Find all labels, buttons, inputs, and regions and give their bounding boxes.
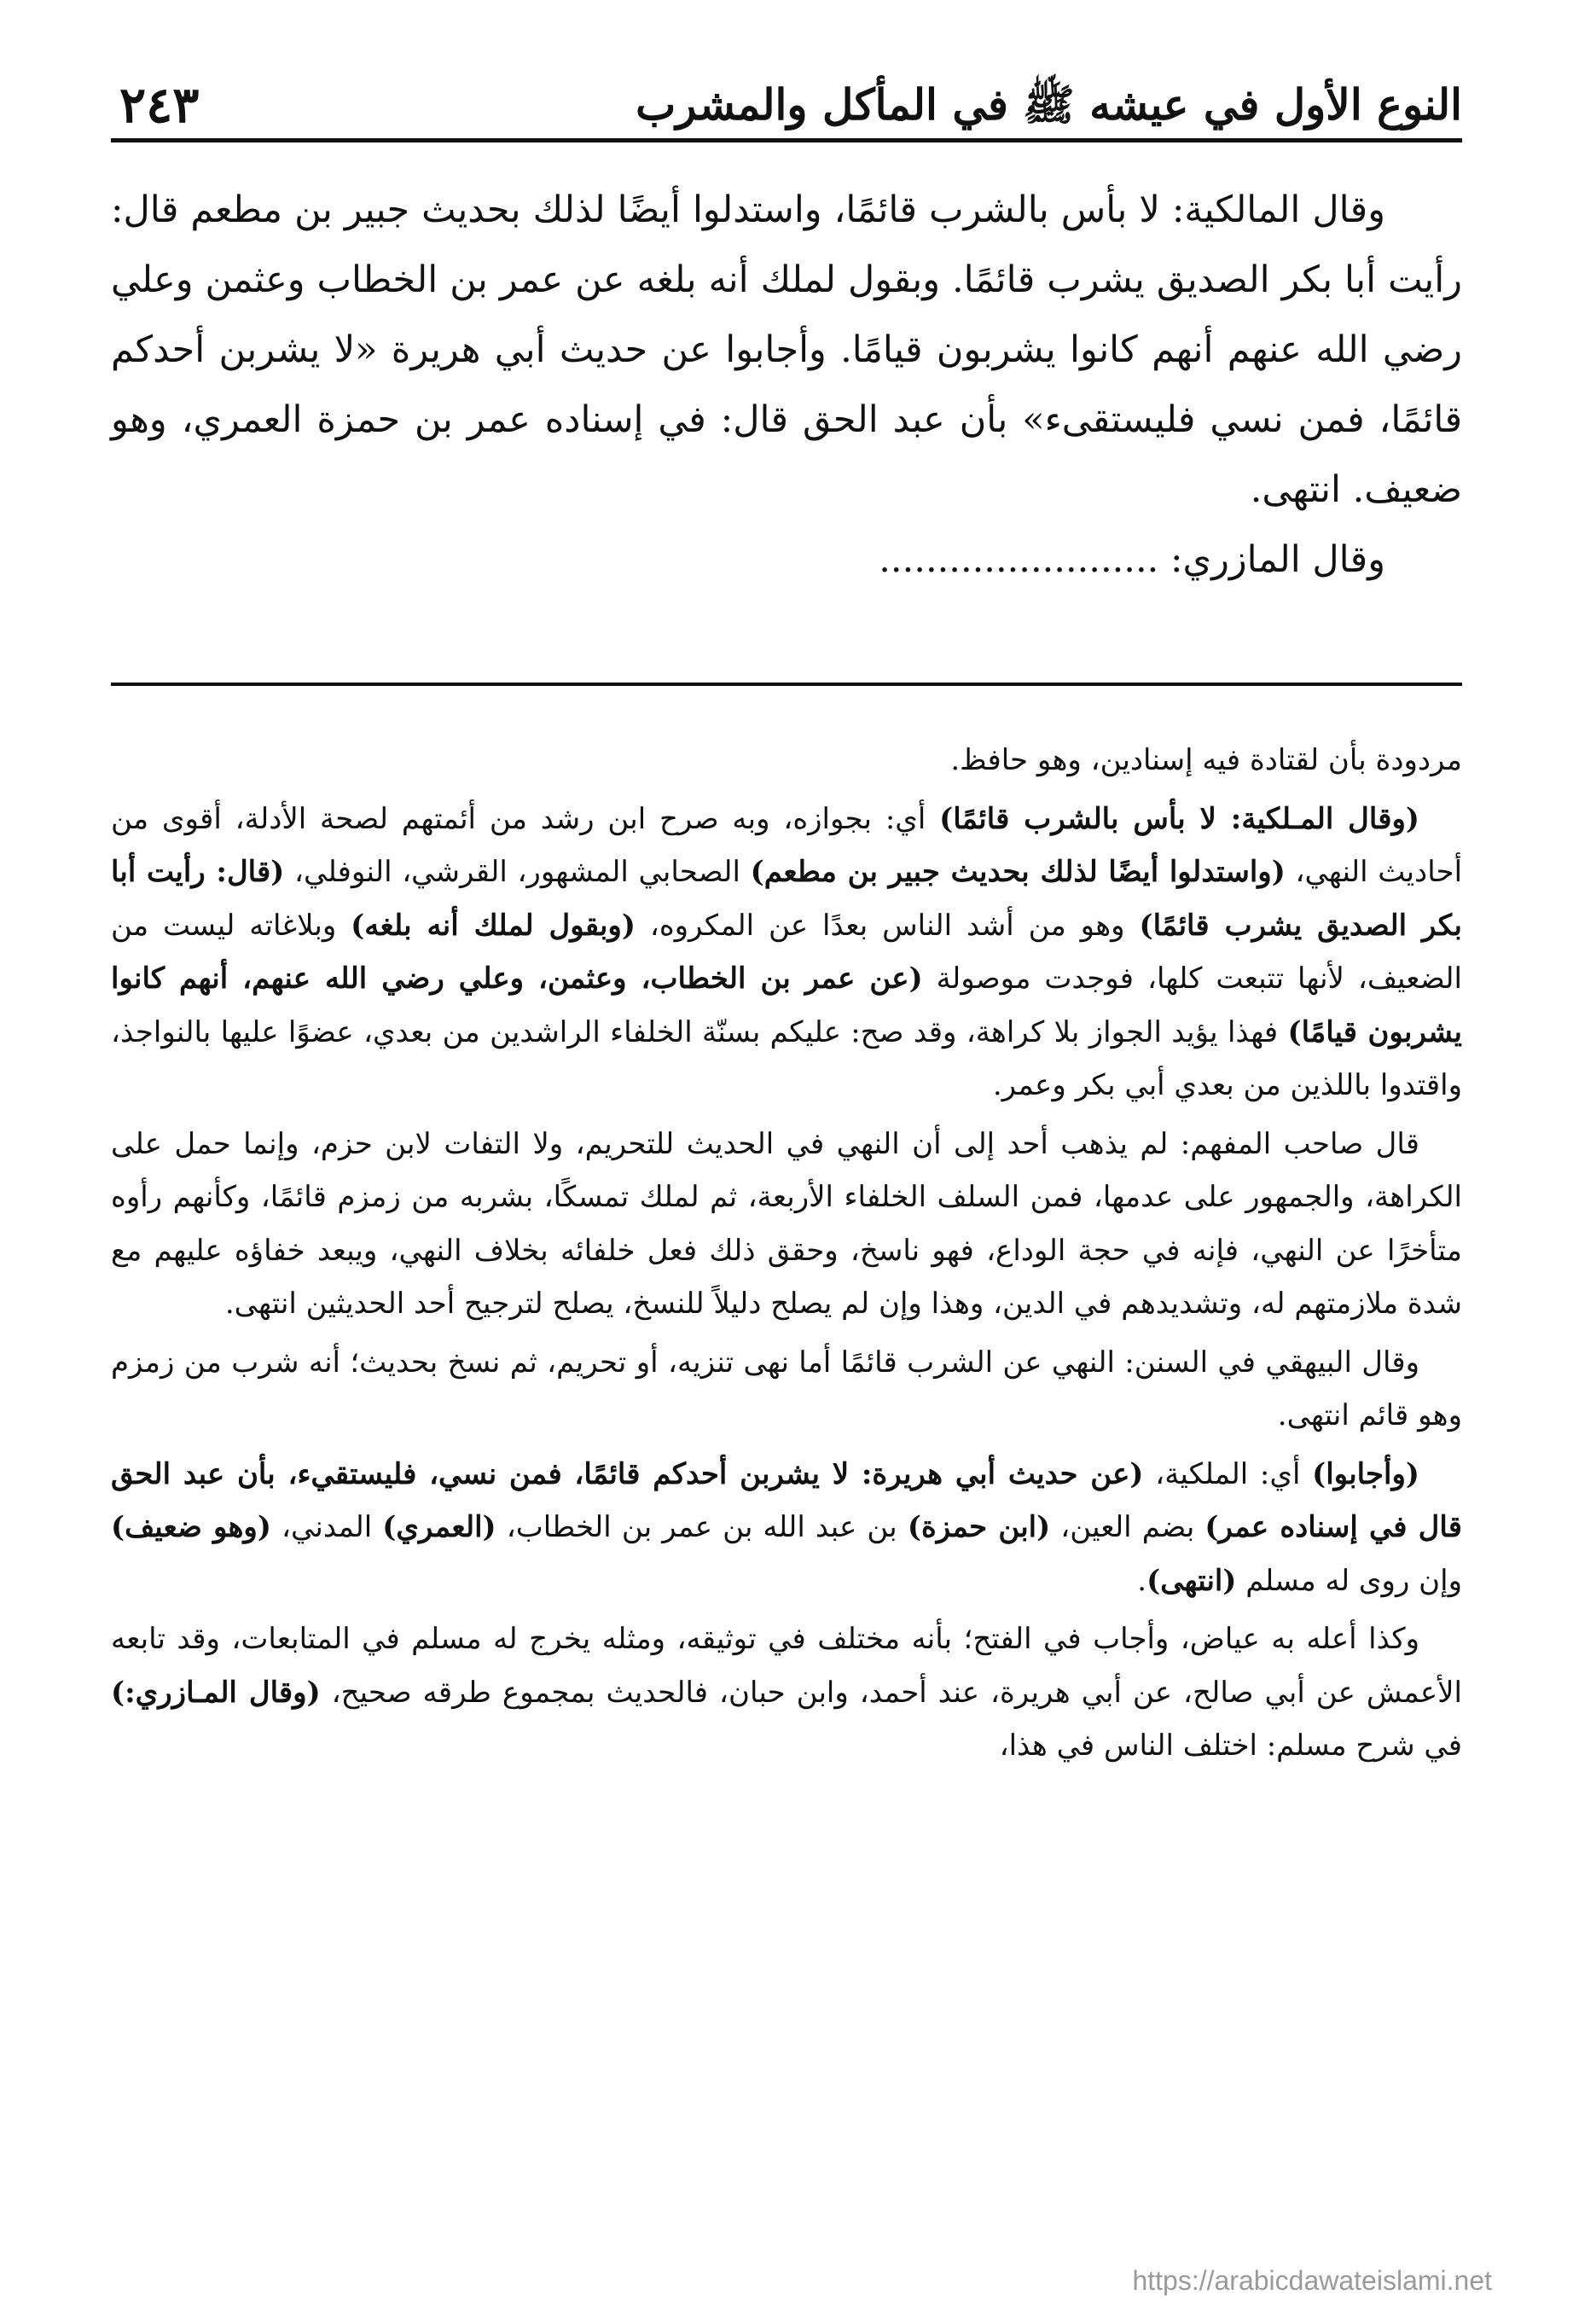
plain-text: في شرح مسلم: اختلف الناس في هذا،: [999, 1728, 1462, 1763]
quoted-matn: (وقال المـلكية: لا بأس بالشرب قائمًا): [939, 801, 1419, 836]
quoted-matn: (وهو ضعيف): [111, 1510, 271, 1544]
quoted-matn: (قال: رأيت أبا بكر الصديق يشرب قائمًا): [111, 855, 1462, 943]
header-rule: [111, 138, 1462, 142]
section-divider: [111, 683, 1462, 686]
plain-text: بضم العين،: [1050, 1510, 1205, 1544]
commentary-paragraph: [111, 1612, 1462, 1773]
quoted-matn: (انتهى): [1146, 1563, 1237, 1598]
plain-text: وقال البيهقي في السنن: النهي عن الشرب قائمًا أما نهى تنزيه، أو تحريم، ثم نسخ بحديث؛ أنه شرب من زمزم وهو قائم انتهى.: [111, 1345, 1462, 1432]
plain-text: وبلاغاته ليست من الضعيف، لأنها تتبعت كلها، فوجدت موصولة: [111, 908, 1462, 996]
plain-text: مردودة بأن لقتادة فيه إسنادين، وهو حافظ.: [950, 743, 1462, 777]
plain-text: وكذا أعله به عياض، وأجاب في الفتح؛ بأنه مختلف في توثيقه، ومثله يخرج له مسلم في المتابعات، وقد تابعه الأعمش عن أبي صالح، عن أبي هريرة، عند أحمد، وابن حبان، فالحديث بمجموع طرقه صحيح،: [111, 1622, 1463, 1710]
plain-text: أي: بجوازه، وبه صرح ابن رشد من أئمتهم لصحة الأدلة، أقوى من أحاديث النهي،: [111, 801, 1463, 889]
source-watermark: https://arabicdawateislami.net: [1132, 2265, 1492, 2296]
plain-text: بن عبد الله بن عمر بن الخطاب،: [496, 1510, 908, 1544]
quoted-matn: (وأجابوا): [1312, 1456, 1419, 1491]
page-header: [111, 73, 1462, 158]
running-title: النوع الأول في عيشه ﷺ في المأكل والمشرب: [636, 79, 1462, 130]
matn-text-block: [111, 175, 1462, 595]
commentary-paragraph: [111, 1448, 1462, 1608]
quoted-matn: (وبقول لملك أنه بلغه): [351, 908, 636, 943]
quoted-matn: (ابن حمزة): [907, 1510, 1051, 1544]
plain-text: فهذا يؤيد الجواز بلا كراهة، وقد صح: عليكم بسنّة الخلفاء الراشدين من بعدي، عضوًا عليها بالنواجذ، واقتدوا باللذين من بعدي أبي بكر وعمر.: [111, 1014, 1462, 1102]
quoted-matn: (عن عمر بن الخطاب، وعثمن، وعلي رضي الله عنهم، أنهم كانوا يشربون قيامًا): [111, 962, 1462, 1049]
commentary-text-block: [111, 734, 1462, 1778]
matn-paragraph: وقال المالكية: لا بأس بالشرب قائمًا، واستدلوا أيضًا لذلك بحديث جبير بن مطعم قال: رأيت أبا بكر الصديق يشرب قائمًا. وبقول لملك أنه بلغه عن عمر بن الخطاب وعثمن وعلي رضي الله عنهم أنهم كانوا يشربون قيامًا. وأجابوا عن حديث أبي هريرة «لا يشربن أحدكم قائمًا، فمن نسي فليستقىء» بأن عبد الحق قال: في إسناده عمر بن حمزة العمري، وهو ضعيف. انتهى.: [111, 189, 1462, 511]
quoted-matn: (العمري): [382, 1510, 496, 1544]
matn-paragraph: وقال المازري: ........................: [879, 538, 1385, 581]
plain-text: وإن روى له مسلم: [1236, 1563, 1462, 1598]
plain-text: المدني،: [270, 1510, 383, 1544]
quoted-matn: (واستدلوا أيضًا لذلك بحديث جبير بن مطعم): [750, 855, 1286, 889]
commentary-paragraph: [111, 1118, 1462, 1331]
plain-text: قال صاحب المفهم: لم يذهب أحد إلى أن النهي في الحديث للتحريم، ولا التفات لابن حزم، وإنما حمل على الكراهة، والجمهور على عدمها، فمن السلف الخلفاء الأربعة، ثم لملك تمسكًا، بشربه من زمزم قائمًا، وكأنهم رأوه متأخرًا عن النهي، فإنه في حجة الوداع، فهو ناسخ، وحقق ذلك فعل خلفائه بخلاف النهي، ويبعد خفاؤه عليهم مع شدة ملازمتهم له، وتشديدهم في الدين، وهذا وإن لم يصلح دليلاً للنسخ، يصلح لترجيح أحد الحديثين انتهى.: [111, 1126, 1462, 1321]
page-number: ٢٤٣: [119, 76, 200, 134]
plain-text: أي: الملكية،: [1143, 1456, 1313, 1491]
commentary-paragraph: [111, 734, 1462, 787]
commentary-paragraph: [111, 1336, 1462, 1443]
plain-text: .: [1137, 1563, 1147, 1598]
plain-text: الصحابي المشهور، القرشي، النوفلي،: [284, 855, 751, 889]
quoted-matn: (وقال المـازري:): [111, 1675, 321, 1710]
commentary-paragraph: [111, 793, 1462, 1113]
quoted-matn: (عن حديث أبي هريرة: لا يشربن أحدكم قائمًا، فمن نسي، فليستقيء، بأن عبد الحق قال في إسناده عمر): [111, 1456, 1462, 1544]
plain-text: وهو من أشد الناس بعدًا عن المكروه،: [635, 908, 1140, 943]
